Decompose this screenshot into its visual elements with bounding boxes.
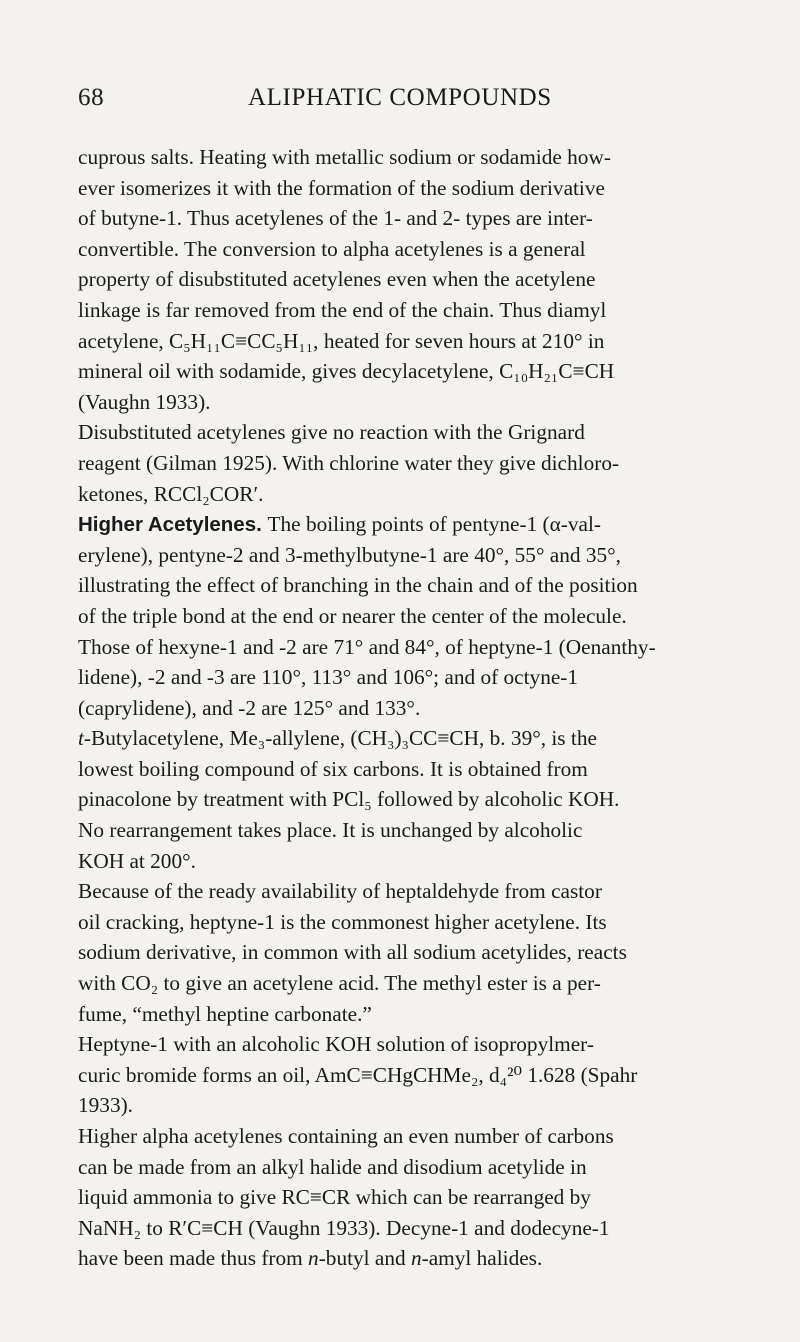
line-text: Disubstituted acetylenes give no reaction with the Grignard [78, 420, 585, 445]
line-text: oil cracking, heptyne-1 is the commonest higher acetylene. Its [78, 909, 607, 934]
line-text: reagent (Gilman 1925). With chlorine water they give dichloro- [78, 450, 620, 475]
text-line [78, 203, 745, 234]
line-text: (Vaughn 1933). [78, 389, 211, 414]
text-line [78, 815, 745, 846]
text-line [78, 173, 745, 204]
line-text: can be made from an alkyl halide and disodium acetylide in [78, 1154, 587, 1179]
line-text: The boiling points of pentyne-1 (α-val- [267, 512, 602, 537]
line-text: fume, “methyl heptine carbonate.” [78, 1001, 372, 1026]
line-text: NaNH₂ to R′C≡CH (Vaughn 1933). Decyne-1 and dodecyne-1 [78, 1215, 610, 1240]
text-line [78, 1060, 745, 1091]
line-text: of the triple bond at the end or nearer the center of the molecule. [78, 603, 627, 628]
line-text: 1933). [78, 1093, 134, 1118]
line-text: of butyne-1. Thus acetylenes of the 1- and 2- types are inter- [78, 206, 593, 231]
text-line [78, 326, 745, 357]
line-text: ever isomerizes it with the formation of the sodium derivative [78, 175, 605, 200]
running-head: ALIPHATIC COMPOUNDS [248, 84, 552, 111]
text-line [78, 570, 745, 601]
line-text: curic bromide forms an oil, AmC≡CHgCHMe₂, d₄²⁰ 1.628 (Spahr [78, 1062, 638, 1087]
italic-prefix: t [78, 726, 84, 751]
text-line [78, 509, 745, 540]
text-line [78, 693, 745, 724]
line-text: Those of hexyne-1 and -2 are 71° and 84°, of heptyne-1 (Oenanthy- [78, 634, 656, 659]
text-line [78, 264, 745, 295]
text-line [78, 1152, 745, 1183]
text-line [78, 234, 745, 265]
text-line [78, 1029, 745, 1060]
text-line [78, 876, 745, 907]
line-text: lidene), -2 and -3 are 110°, 113° and 106°; and of octyne-1 [78, 665, 579, 690]
line-text: lowest boiling compound of six carbons. It is obtained from [78, 756, 588, 781]
text-line [78, 540, 745, 571]
text-line [78, 632, 745, 663]
text-line [78, 356, 745, 387]
text-line [78, 784, 745, 815]
text-line [78, 999, 745, 1030]
text-line [78, 1213, 745, 1244]
line-text: liquid ammonia to give RC≡CR which can be rearranged by [78, 1185, 591, 1210]
text-line [78, 387, 745, 418]
body-text [78, 142, 745, 1274]
text-line [78, 1121, 745, 1152]
text-line [78, 907, 745, 938]
text-line [78, 142, 745, 173]
page-header [78, 84, 746, 118]
line-text: sodium derivative, in common with all sodium acetylides, reacts [78, 940, 627, 965]
line-text: erylene), pentyne-2 and 3-methylbutyne-1 are 40°, 55° and 35°, [78, 542, 622, 567]
line-text: Higher alpha acetylenes containing an even number of carbons [78, 1124, 614, 1148]
line-text: with CO₂ to give an acetylene acid. The methyl ester is a per- [78, 971, 601, 996]
text-line [78, 479, 745, 510]
text-line [78, 723, 745, 754]
text-line [78, 448, 745, 479]
text-line [78, 601, 745, 632]
line-text: acetylene, C₅H₁₁C≡CC₅H₁₁, heated for seven hours at 210° in [78, 328, 605, 353]
text-line [78, 846, 745, 877]
text-line [78, 968, 745, 999]
text-line [78, 1182, 745, 1213]
line-text: have been made thus from n-butyl and n-amyl halides. [78, 1246, 543, 1271]
line-text: KOH at 200°. [78, 848, 196, 873]
line-text: convertible. The conversion to alpha acetylenes is a general [78, 236, 586, 261]
line-text: property of disubstituted acetylenes even when the acetylene [78, 267, 596, 292]
line-text: cuprous salts. Heating with metallic sodium or sodamide how- [78, 145, 611, 169]
line-text: -Butylacetylene, Me₃-allylene, (CH₃)₃CC≡CH, b. 39°, is the [83, 726, 597, 751]
line-text: ketones, RCCl₂COR′. [78, 481, 264, 506]
line-text: mineral oil with sodamide, gives decylacetylene, C₁₀H₂₁C≡CH [78, 359, 615, 384]
text-line [78, 937, 745, 968]
text-line [78, 295, 745, 326]
text-line [78, 1090, 745, 1121]
text-line [78, 662, 745, 693]
line-text: (caprylidene), and -2 are 125° and 133°. [78, 695, 421, 720]
line-text: pinacolone by treatment with PCl₅ followed by alcoholic KOH. [78, 787, 620, 812]
line-text: Heptyne-1 with an alcoholic KOH solution of isopropylmer- [78, 1032, 594, 1057]
line-text: linkage is far removed from the end of the chain. Thus diamyl [78, 297, 607, 322]
text-line [78, 417, 745, 448]
line-text: illustrating the effect of branching in the chain and of the position [78, 573, 638, 598]
section-heading: Higher Acetylenes. [78, 513, 268, 537]
line-text: No rearrangement takes place. It is unchanged by alcoholic [78, 818, 583, 843]
page-number: 68 [78, 84, 105, 111]
text-line [78, 754, 745, 785]
line-text: Because of the ready availability of heptaldehyde from castor [78, 879, 602, 904]
text-line [78, 1243, 745, 1274]
